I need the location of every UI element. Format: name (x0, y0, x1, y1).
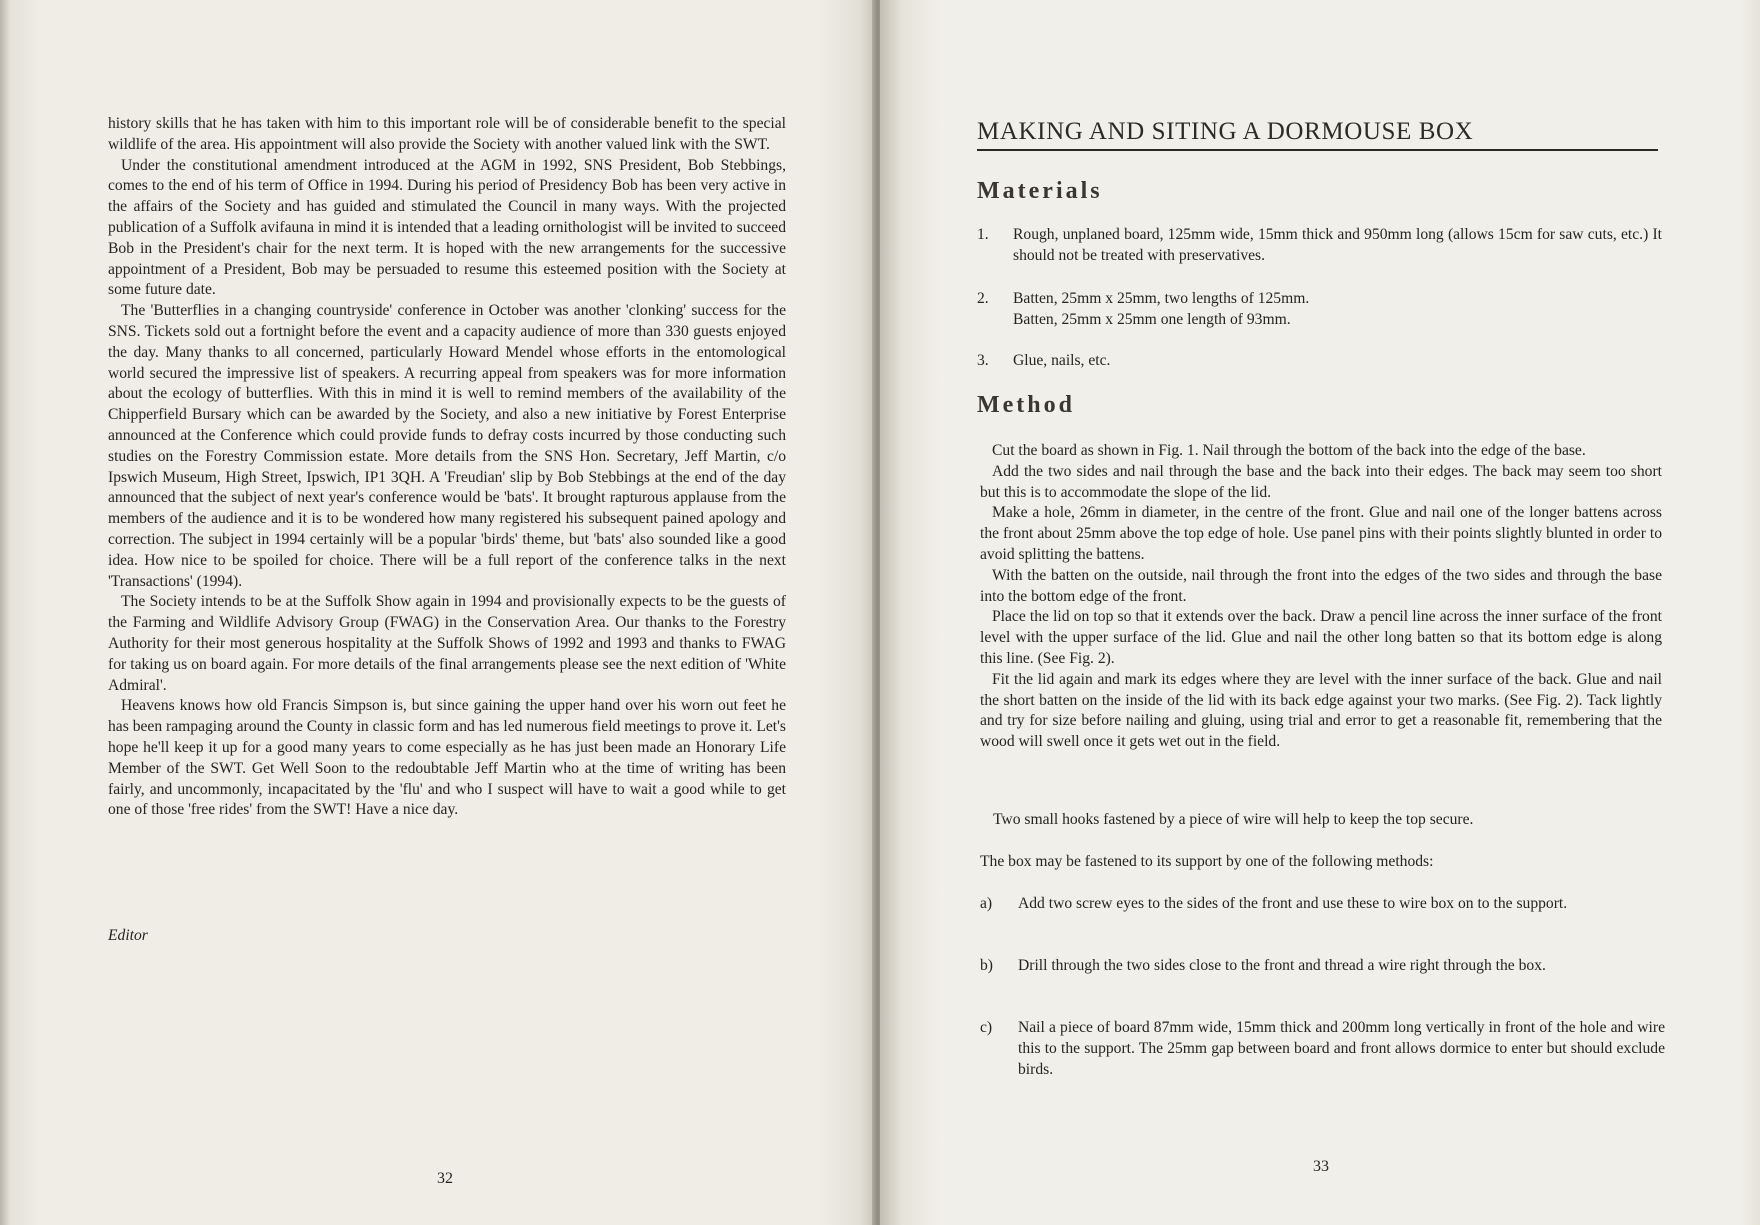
option-text: Add two screw eyes to the sides of the front and use these to wire box on to the support. (1018, 895, 1568, 912)
method-step: With the batten on the outside, nail through the front into the edges of the two sides and through the base into the bottom edge of the front. (980, 566, 1662, 605)
materials-item-line: Batten, 25mm x 25mm, two lengths of 125mm. (1013, 290, 1310, 307)
materials-item-text: Rough, unplaned board, 125mm wide, 15mm thick and 950mm long (allows 15cm for saw cuts, etc.) It should not be treated with preservatives. (1013, 226, 1662, 264)
option-letter: c) (980, 1019, 993, 1036)
paragraph-president: Under the constitutional amendment introduced at the AGM in 1992, SNS President, Bob Stebbings, comes to the end of his term of Office in 1994. During his period of Presidency Bob has been very active in the affairs of the Society and has guided and stimulated the Council in many ways. With the projected publication of a Suffolk avifauna in mind it is intended that a leading ornithologist will be invited to succeed Bob in the President's chair for the next term. It is hoped with the new arrangements for the successive appointment of a President, Bob may be persuaded to resume this esteemed position with the Society at some future date. (108, 156, 786, 299)
option-text: Drill through the two sides close to the front and thread a wire right through the box. (1018, 957, 1546, 974)
materials-item-text: Glue, nails, etc. (1013, 352, 1111, 369)
materials-item-3 (977, 351, 1662, 372)
editor-signature: Editor (108, 927, 148, 944)
method-step: Cut the board as shown in Fig. 1. Nail through the bottom of the back into the edge of the base. (992, 442, 1586, 459)
page-title: MAKING AND SITING A DORMOUSE BOX (977, 118, 1658, 151)
method-step: Add the two sides and nail through the base and the back into their edges. The back may seem too short but this is to accommodate the slope of the lid. (980, 462, 1662, 501)
paragraph-conference: The 'Butterflies in a changing countryside' conference in October was another 'clonking' success for the SNS. Tickets sold out a fortnight before the event and a capacity audience of more than 330 guests enjoyed the day. Many thanks to all concerned, particularly Howard Mendel whose efforts in the entomological world secured the impressive list of speakers. A recurring appeal from speakers was for more information about the ecology of butterflies. With this in mind it is well to remind members of the availability of the Chipperfield Bursary which can be awarded by the Society, and also a new initiative by Forest Enterprise announced at the Conference which could provide funds to defray costs incurred by those conducting such studies on the Forestry Commission estate. More details from the SNS Hon. Secretary, Jeff Martin, c/o Ipswich Museum, High Street, Ipswich, IP1 3QH. A 'Freudian' slip by Bob Stebbings at the end of the day announced that the subject of next year's conference would be 'bats'. It brought rapturous applause from the members of the audience and it is to be wondered how many registered his subsequent pained apology and correction. The subject in 1994 certainly will be a popular 'birds' theme, but 'bats' also sounded like a good idea. How nice to be spoiled for choice. There will be a full report of the conference talks in the next 'Transactions' (1994). (108, 302, 786, 590)
paragraph-continuation: history skills that he has taken with him to this important role will be of considerable benefit to the special wildlife of the area. His appointment will also provide the Society with another valued link with the SWT. (108, 115, 786, 153)
materials-item-text (1013, 289, 1662, 331)
fastening-option-a (980, 894, 1665, 915)
materials-heading: Materials (977, 178, 1103, 204)
method-step: Place the lid on top so that it extends over the back. Draw a pencil line across the inner surface of the front level with the upper surface of the lid. Glue and nail the other long batten so that its bottom edge is along this line. (See Fig. 2). (980, 608, 1662, 667)
materials-item-line: Batten, 25mm x 25mm one length of 93mm. (1013, 310, 1291, 328)
option-text: Nail a piece of board 87mm wide, 15mm thick and 200mm long vertically in front of the hole and wire this to the support. The 25mm gap between board and front allows dormice to enter but should exclude birds. (1018, 1019, 1665, 1078)
option-letter: b) (980, 957, 993, 974)
fastening-intro: The box may be fastened to its support by one of the following methods: (980, 853, 1434, 870)
method-step: Fit the lid again and mark its edges where they are level with the inner surface of the back. Glue and nail the short batten on the inside of the lid with its back edge against your two marks. (See Fig. 2). Tack lightly and try for size before nailing and gluing, using trial and error to get a reasonable fit, remembering that the wood will swell once it gets wet out in the field. (980, 670, 1662, 751)
option-letter: a) (980, 895, 993, 912)
materials-item-1 (977, 225, 1662, 267)
paragraph-francis-simpson: Heavens knows how old Francis Simpson is, but since gaining the upper hand over his worn out feet he has been rampaging around the County in classic form and has led numerous field meetings to prove it. Let's hope he'll keep it up for a good many years to come especially as he has just been made an Honorary Life Member of the SWT. Get Well Soon to the redoubtable Jeff Martin who at the time of writing has been fairly, and uncommonly, incapacitated by the 'flu' and who I suspect will have to wait a good while to get one of those 'free rides' from the SWT! Have a nice day. (108, 697, 786, 819)
fastening-option-c (980, 1018, 1665, 1080)
hooks-note: Two small hooks fastened by a piece of wire will help to keep the top secure. (993, 811, 1474, 828)
fastening-option-b (980, 956, 1665, 977)
materials-item-number: 2. (977, 290, 989, 307)
materials-item-number: 1. (977, 226, 989, 243)
method-heading: Method (977, 392, 1075, 418)
page-number-right: 33 (1313, 1158, 1329, 1175)
method-body (980, 441, 1662, 753)
materials-item-2 (977, 289, 1662, 331)
left-article-body (108, 114, 786, 821)
materials-item-number: 3. (977, 352, 989, 369)
paragraph-suffolk-show: The Society intends to be at the Suffolk Show again in 1994 and provisionally expects to be the guests of the Farming and Wildlife Advisory Group (FWAG) in the Conservation Area. Our thanks to the Forestry Authority for their most generous hospitality at the Suffolk Shows of 1992 and 1993 and thanks to FWAG for taking us on board again. For more details of the final arrangements please see the next edition of 'White Admiral'. (108, 593, 786, 694)
method-step: Make a hole, 26mm in diameter, in the centre of the front. Glue and nail one of the longer battens across the front about 25mm above the top edge of hole. Use panel pins with their points slightly blunted in order to avoid splitting the battens. (980, 504, 1662, 563)
left-page (0, 0, 875, 1225)
page-number-left: 32 (437, 1170, 453, 1187)
